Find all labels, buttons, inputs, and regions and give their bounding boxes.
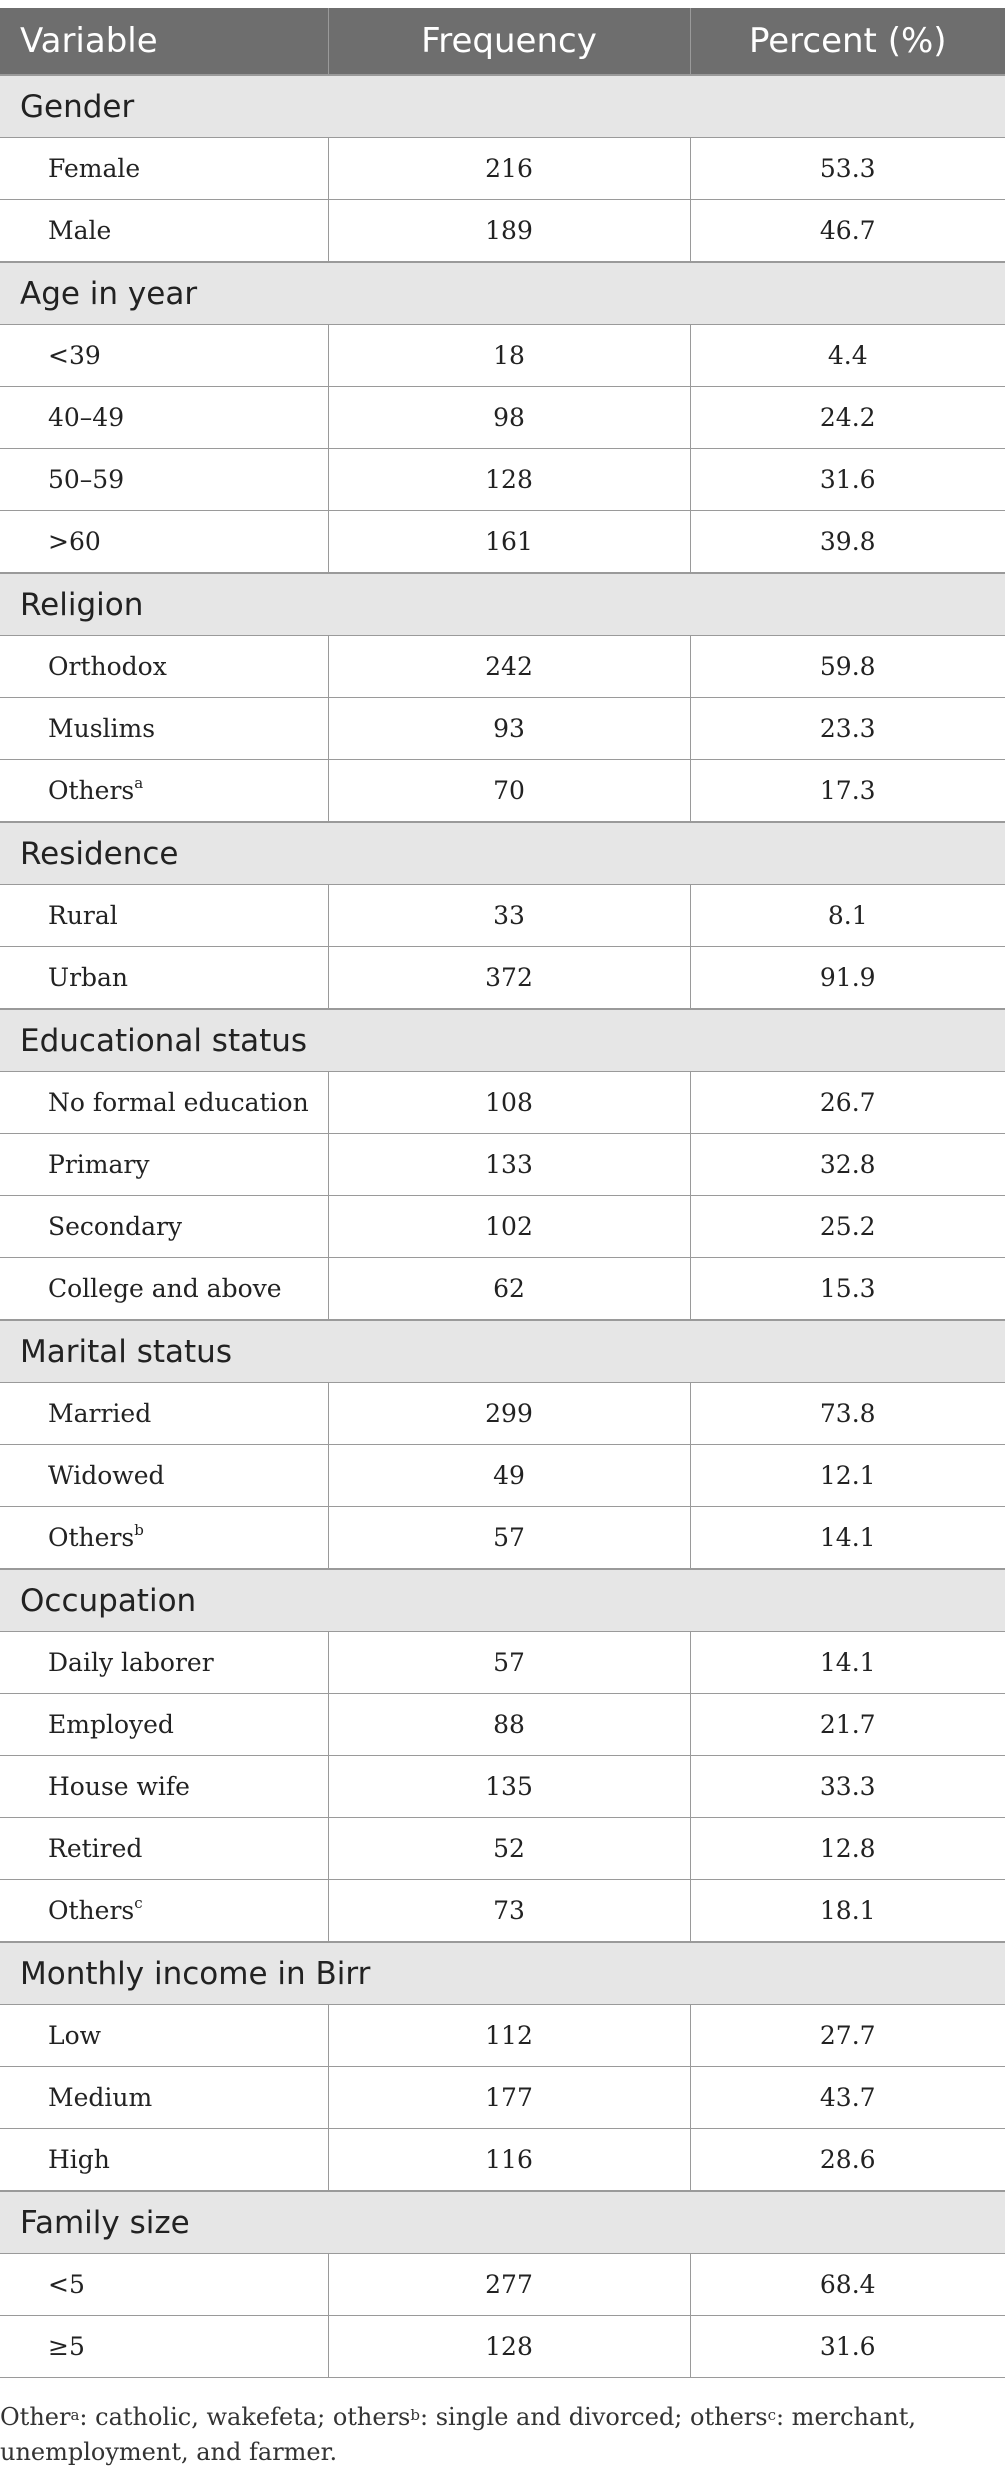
table-row <box>0 325 1005 387</box>
row-label: College and above <box>48 1274 282 1303</box>
row-label-cell <box>0 885 328 947</box>
footnote-marker: a <box>134 774 144 792</box>
frequency-cell: 62 <box>328 1258 690 1321</box>
category-label: Residence <box>0 822 1005 885</box>
percent-cell: 4.4 <box>690 325 1005 387</box>
row-label-cell <box>0 1258 328 1321</box>
row-label: Others <box>48 776 135 805</box>
frequency-cell: 18 <box>328 325 690 387</box>
percent-cell: 12.1 <box>690 1445 1005 1507</box>
row-label: Orthodox <box>48 652 167 681</box>
category-label: Age in year <box>0 262 1005 325</box>
row-label-cell <box>0 760 328 823</box>
footnote-marker: a <box>70 2406 80 2424</box>
footnote-text: Other <box>0 2403 71 2431</box>
frequency-cell: 133 <box>328 1134 690 1196</box>
frequency-cell: 98 <box>328 387 690 449</box>
frequency-cell: 93 <box>328 698 690 760</box>
row-label: Male <box>48 216 112 245</box>
row-label-cell <box>0 947 328 1010</box>
row-label-cell <box>0 1756 328 1818</box>
percent-cell: 12.8 <box>690 1818 1005 1880</box>
footnote-marker: b <box>134 1521 144 1539</box>
percent-cell: 53.3 <box>690 138 1005 200</box>
row-label: Urban <box>48 963 129 992</box>
percent-cell: 26.7 <box>690 1072 1005 1134</box>
frequency-cell: 57 <box>328 1507 690 1570</box>
row-label-cell <box>0 138 328 200</box>
frequency-cell: 88 <box>328 1694 690 1756</box>
percent-cell: 43.7 <box>690 2067 1005 2129</box>
percent-cell: 28.6 <box>690 2129 1005 2192</box>
percent-cell: 59.8 <box>690 636 1005 698</box>
row-label-cell <box>0 2005 328 2067</box>
row-label-cell <box>0 2254 328 2316</box>
percent-cell: 17.3 <box>690 760 1005 823</box>
demographics-table-container <box>0 8 1005 2378</box>
row-label-cell <box>0 1507 328 1570</box>
percent-cell: 33.3 <box>690 1756 1005 1818</box>
table-row <box>0 760 1005 823</box>
row-label-cell <box>0 1445 328 1507</box>
table-row <box>0 1072 1005 1134</box>
category-label: Gender <box>0 75 1005 138</box>
row-label-cell <box>0 1072 328 1134</box>
table-row <box>0 511 1005 574</box>
category-row <box>0 1569 1005 1632</box>
table-row <box>0 2005 1005 2067</box>
row-label: Female <box>48 154 141 183</box>
frequency-cell: 242 <box>328 636 690 698</box>
row-label: Retired <box>48 1834 143 1863</box>
table-body <box>0 75 1005 2378</box>
row-label: Rural <box>48 901 118 930</box>
row-label-cell <box>0 698 328 760</box>
table-row <box>0 698 1005 760</box>
table-row <box>0 1383 1005 1445</box>
frequency-cell: 102 <box>328 1196 690 1258</box>
row-label-cell <box>0 636 328 698</box>
row-label: <39 <box>48 341 101 370</box>
frequency-cell: 57 <box>328 1632 690 1694</box>
row-label: Primary <box>48 1150 150 1179</box>
percent-cell: 14.1 <box>690 1632 1005 1694</box>
footnote-text: : merchant, unemployment, and farmer. <box>0 2403 917 2466</box>
category-label: Occupation <box>0 1569 1005 1632</box>
percent-cell: 68.4 <box>690 2254 1005 2316</box>
table-row <box>0 138 1005 200</box>
frequency-cell: 116 <box>328 2129 690 2192</box>
percent-cell: 46.7 <box>690 200 1005 263</box>
table-row <box>0 1632 1005 1694</box>
row-label: Married <box>48 1399 152 1428</box>
row-label: Low <box>48 2021 102 2050</box>
frequency-cell: 277 <box>328 2254 690 2316</box>
row-label: Others <box>48 1896 135 1925</box>
demographics-table <box>0 8 1005 2378</box>
table-row <box>0 885 1005 947</box>
row-label-cell <box>0 1383 328 1445</box>
row-label: ≥5 <box>48 2332 85 2361</box>
category-row <box>0 1320 1005 1383</box>
percent-cell: 23.3 <box>690 698 1005 760</box>
header-row <box>0 8 1005 75</box>
row-label-cell <box>0 1880 328 1943</box>
header-variable: Variable <box>0 8 328 75</box>
footnote-marker: c <box>134 1894 143 1912</box>
frequency-cell: 52 <box>328 1818 690 1880</box>
table-row <box>0 200 1005 263</box>
frequency-cell: 73 <box>328 1880 690 1943</box>
table-row <box>0 2129 1005 2192</box>
frequency-cell: 70 <box>328 760 690 823</box>
frequency-cell: 33 <box>328 885 690 947</box>
row-label-cell <box>0 200 328 263</box>
table-row <box>0 1258 1005 1321</box>
row-label-cell <box>0 325 328 387</box>
row-label: 50–59 <box>48 465 125 494</box>
row-label-cell <box>0 387 328 449</box>
footnote-marker: c <box>767 2406 776 2424</box>
footnote-text: : single and divorced; others <box>419 2403 768 2431</box>
row-label-cell <box>0 1818 328 1880</box>
percent-cell: 21.7 <box>690 1694 1005 1756</box>
frequency-cell: 49 <box>328 1445 690 1507</box>
category-label: Family size <box>0 2191 1005 2254</box>
percent-cell: 27.7 <box>690 2005 1005 2067</box>
row-label-cell <box>0 2316 328 2378</box>
category-row <box>0 2191 1005 2254</box>
table-row <box>0 1756 1005 1818</box>
row-label: Widowed <box>48 1461 165 1490</box>
table-row <box>0 2254 1005 2316</box>
percent-cell: 8.1 <box>690 885 1005 947</box>
table-row <box>0 1196 1005 1258</box>
percent-cell: 39.8 <box>690 511 1005 574</box>
category-row <box>0 1009 1005 1072</box>
table-footnote <box>0 2400 1000 2470</box>
row-label-cell <box>0 511 328 574</box>
table-row <box>0 1507 1005 1570</box>
row-label-cell <box>0 1134 328 1196</box>
category-row <box>0 822 1005 885</box>
footnote-marker: b <box>410 2406 420 2424</box>
frequency-cell: 372 <box>328 947 690 1010</box>
frequency-cell: 135 <box>328 1756 690 1818</box>
category-row <box>0 1942 1005 2005</box>
percent-cell: 91.9 <box>690 947 1005 1010</box>
percent-cell: 31.6 <box>690 2316 1005 2378</box>
table-row <box>0 387 1005 449</box>
percent-cell: 25.2 <box>690 1196 1005 1258</box>
frequency-cell: 216 <box>328 138 690 200</box>
header-percent: Percent (%) <box>690 8 1005 75</box>
percent-cell: 14.1 <box>690 1507 1005 1570</box>
row-label: <5 <box>48 2270 85 2299</box>
percent-cell: 31.6 <box>690 449 1005 511</box>
category-label: Monthly income in Birr <box>0 1942 1005 2005</box>
row-label-cell <box>0 1632 328 1694</box>
category-row <box>0 262 1005 325</box>
row-label-cell <box>0 2129 328 2192</box>
row-label: >60 <box>48 527 101 556</box>
frequency-cell: 112 <box>328 2005 690 2067</box>
row-label: Employed <box>48 1710 174 1739</box>
frequency-cell: 189 <box>328 200 690 263</box>
row-label: Medium <box>48 2083 153 2112</box>
percent-cell: 73.8 <box>690 1383 1005 1445</box>
table-row <box>0 636 1005 698</box>
table-row <box>0 1134 1005 1196</box>
row-label-cell <box>0 1694 328 1756</box>
row-label: Secondary <box>48 1212 183 1241</box>
table-row <box>0 1445 1005 1507</box>
category-label: Marital status <box>0 1320 1005 1383</box>
table-row <box>0 1694 1005 1756</box>
percent-cell: 15.3 <box>690 1258 1005 1321</box>
table-header <box>0 8 1005 75</box>
table-row <box>0 2067 1005 2129</box>
category-label: Educational status <box>0 1009 1005 1072</box>
row-label-cell <box>0 1196 328 1258</box>
row-label: House wife <box>48 1772 190 1801</box>
table-row <box>0 449 1005 511</box>
category-label: Religion <box>0 573 1005 636</box>
footnote-text: : catholic, wakefeta; others <box>79 2403 411 2431</box>
row-label: Daily laborer <box>48 1648 214 1677</box>
percent-cell: 24.2 <box>690 387 1005 449</box>
table-row <box>0 2316 1005 2378</box>
frequency-cell: 128 <box>328 449 690 511</box>
percent-cell: 18.1 <box>690 1880 1005 1943</box>
row-label-cell <box>0 2067 328 2129</box>
row-label: Others <box>48 1523 135 1552</box>
table-row <box>0 1880 1005 1943</box>
category-row <box>0 75 1005 138</box>
row-label: High <box>48 2145 110 2174</box>
row-label: Muslims <box>48 714 156 743</box>
frequency-cell: 299 <box>328 1383 690 1445</box>
row-label: No formal education <box>48 1088 309 1117</box>
table-row <box>0 1818 1005 1880</box>
row-label: 40–49 <box>48 403 125 432</box>
table-row <box>0 947 1005 1010</box>
frequency-cell: 177 <box>328 2067 690 2129</box>
row-label-cell <box>0 449 328 511</box>
frequency-cell: 161 <box>328 511 690 574</box>
percent-cell: 32.8 <box>690 1134 1005 1196</box>
frequency-cell: 108 <box>328 1072 690 1134</box>
frequency-cell: 128 <box>328 2316 690 2378</box>
header-frequency: Frequency <box>328 8 690 75</box>
category-row <box>0 573 1005 636</box>
